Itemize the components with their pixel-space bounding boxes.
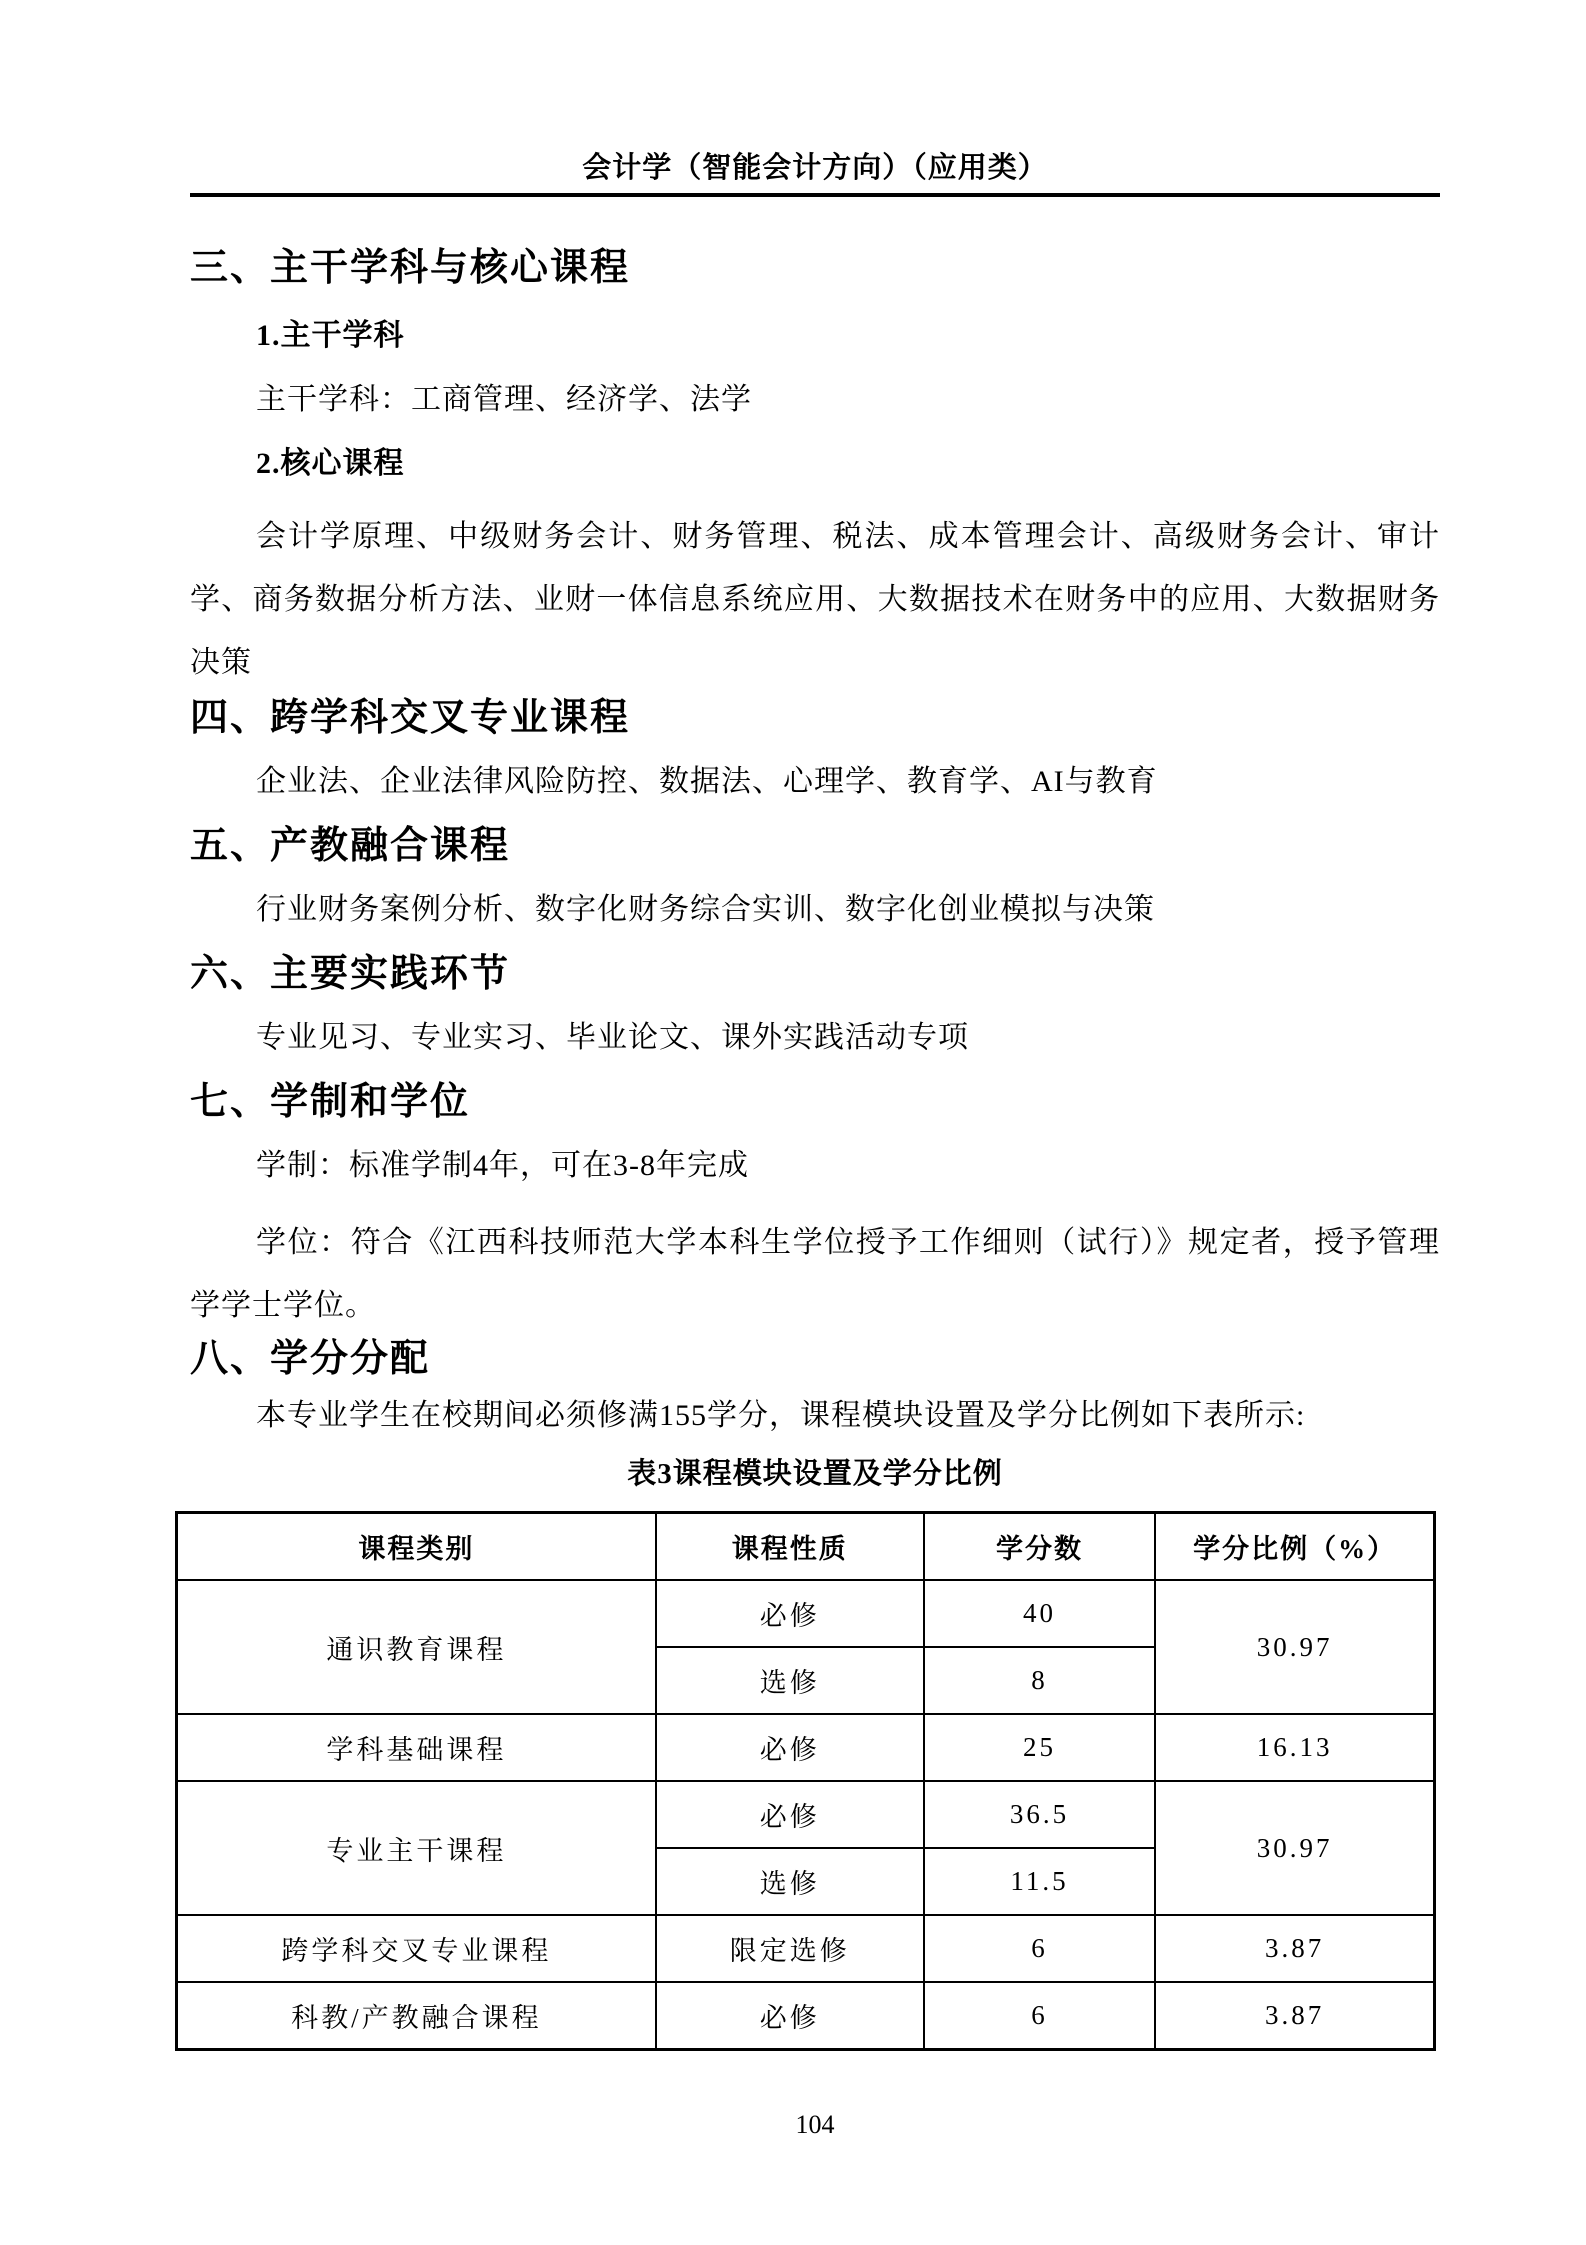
cell-category-discipline-basic: 学科基础课程 bbox=[177, 1714, 656, 1781]
interdisciplinary-courses-text: 企业法、企业法律风险防控、数据法、心理学、教育学、AI与教育 bbox=[256, 765, 1158, 798]
main-discipline-text: 主干学科：工商管理、经济学、法学 bbox=[256, 383, 752, 416]
core-courses-text: 会计学原理、中级财务会计、财务管理、税法、成本管理会计、高级财务会计、审计学、商务数据分析方法、业财一体信息系统应用、大数据技术在财务中的应用、大数据财务决策 bbox=[190, 520, 1440, 679]
col-header-ratio: 学分比例（%） bbox=[1155, 1513, 1434, 1581]
sub-heading-main-discipline: 1.主干学科 bbox=[256, 319, 405, 352]
cell-credits: 25 bbox=[924, 1714, 1155, 1781]
cell-ratio: 3.87 bbox=[1155, 1915, 1434, 1982]
cell-nature: 必修 bbox=[656, 1714, 924, 1781]
page-number: 104 bbox=[795, 2110, 835, 2139]
col-header-category: 课程类别 bbox=[177, 1513, 656, 1581]
credit-table bbox=[175, 1511, 1436, 2051]
cell-credits: 6 bbox=[924, 1915, 1155, 1982]
section-heading-credit-allocation: 八、学分分配 bbox=[190, 1338, 431, 1380]
degree-text: 学位：符合《江西科技师范大学本科生学位授予工作细则（试行）》规定者，授予管理学学士学位。 bbox=[190, 1226, 1440, 1322]
col-header-nature: 课程性质 bbox=[656, 1513, 924, 1581]
cell-category-interdisciplinary: 跨学科交叉专业课程 bbox=[177, 1915, 656, 1982]
cell-nature: 选修 bbox=[656, 1848, 924, 1915]
cell-category-general-education: 通识教育课程 bbox=[177, 1580, 656, 1714]
cell-category-science-industry-education: 科教/产教融合课程 bbox=[177, 1982, 656, 2050]
cell-credits: 36.5 bbox=[924, 1781, 1155, 1848]
table-row bbox=[177, 1915, 1435, 1982]
section-heading-schooling-degree: 七、学制和学位 bbox=[190, 1081, 471, 1123]
table-row bbox=[177, 1714, 1435, 1781]
cell-nature: 选修 bbox=[656, 1647, 924, 1714]
cell-nature: 必修 bbox=[656, 1580, 924, 1647]
sub-heading-core-courses: 2.核心课程 bbox=[256, 447, 405, 480]
cell-nature: 必修 bbox=[656, 1982, 924, 2050]
section-heading-interdisciplinary-courses: 四、跨学科交叉专业课程 bbox=[190, 697, 631, 739]
page-header-title: 会计学（智能会计方向）（应用类） bbox=[582, 152, 1048, 184]
schooling-text: 学制：标准学制4年，可在3-8年完成 bbox=[256, 1149, 749, 1182]
table-row bbox=[177, 1580, 1435, 1647]
cell-ratio: 3.87 bbox=[1155, 1982, 1434, 2050]
cell-ratio: 30.97 bbox=[1155, 1781, 1434, 1915]
col-header-credits: 学分数 bbox=[924, 1513, 1155, 1581]
table-header-row bbox=[177, 1513, 1435, 1581]
cell-nature: 必修 bbox=[656, 1781, 924, 1848]
practice-links-text: 专业见习、专业实习、毕业论文、课外实践活动专项 bbox=[256, 1021, 969, 1054]
cell-credits: 11.5 bbox=[924, 1848, 1155, 1915]
cell-nature: 限定选修 bbox=[656, 1915, 924, 1982]
section-heading-practice-links: 六、主要实践环节 bbox=[190, 953, 511, 995]
table-row bbox=[177, 1781, 1435, 1848]
cell-credits: 8 bbox=[924, 1647, 1155, 1714]
cell-category-major-core: 专业主干课程 bbox=[177, 1781, 656, 1915]
table-row bbox=[177, 1982, 1435, 2050]
industry-education-courses-text: 行业财务案例分析、数字化财务综合实训、数字化创业模拟与决策 bbox=[256, 893, 1155, 926]
credit-allocation-text: 本专业学生在校期间必须修满155学分，课程模块设置及学分比例如下表所示: bbox=[256, 1399, 1306, 1432]
section-heading-main-disciplines: 三、主干学科与核心课程 bbox=[190, 247, 631, 289]
cell-credits: 40 bbox=[924, 1580, 1155, 1647]
cell-ratio: 16.13 bbox=[1155, 1714, 1434, 1781]
cell-ratio: 30.97 bbox=[1155, 1580, 1434, 1714]
table-caption: 表3课程模块设置及学分比例 bbox=[627, 1458, 1003, 1490]
header-rule bbox=[190, 193, 1440, 197]
section-heading-industry-education-courses: 五、产教融合课程 bbox=[190, 825, 511, 867]
cell-credits: 6 bbox=[924, 1982, 1155, 2050]
